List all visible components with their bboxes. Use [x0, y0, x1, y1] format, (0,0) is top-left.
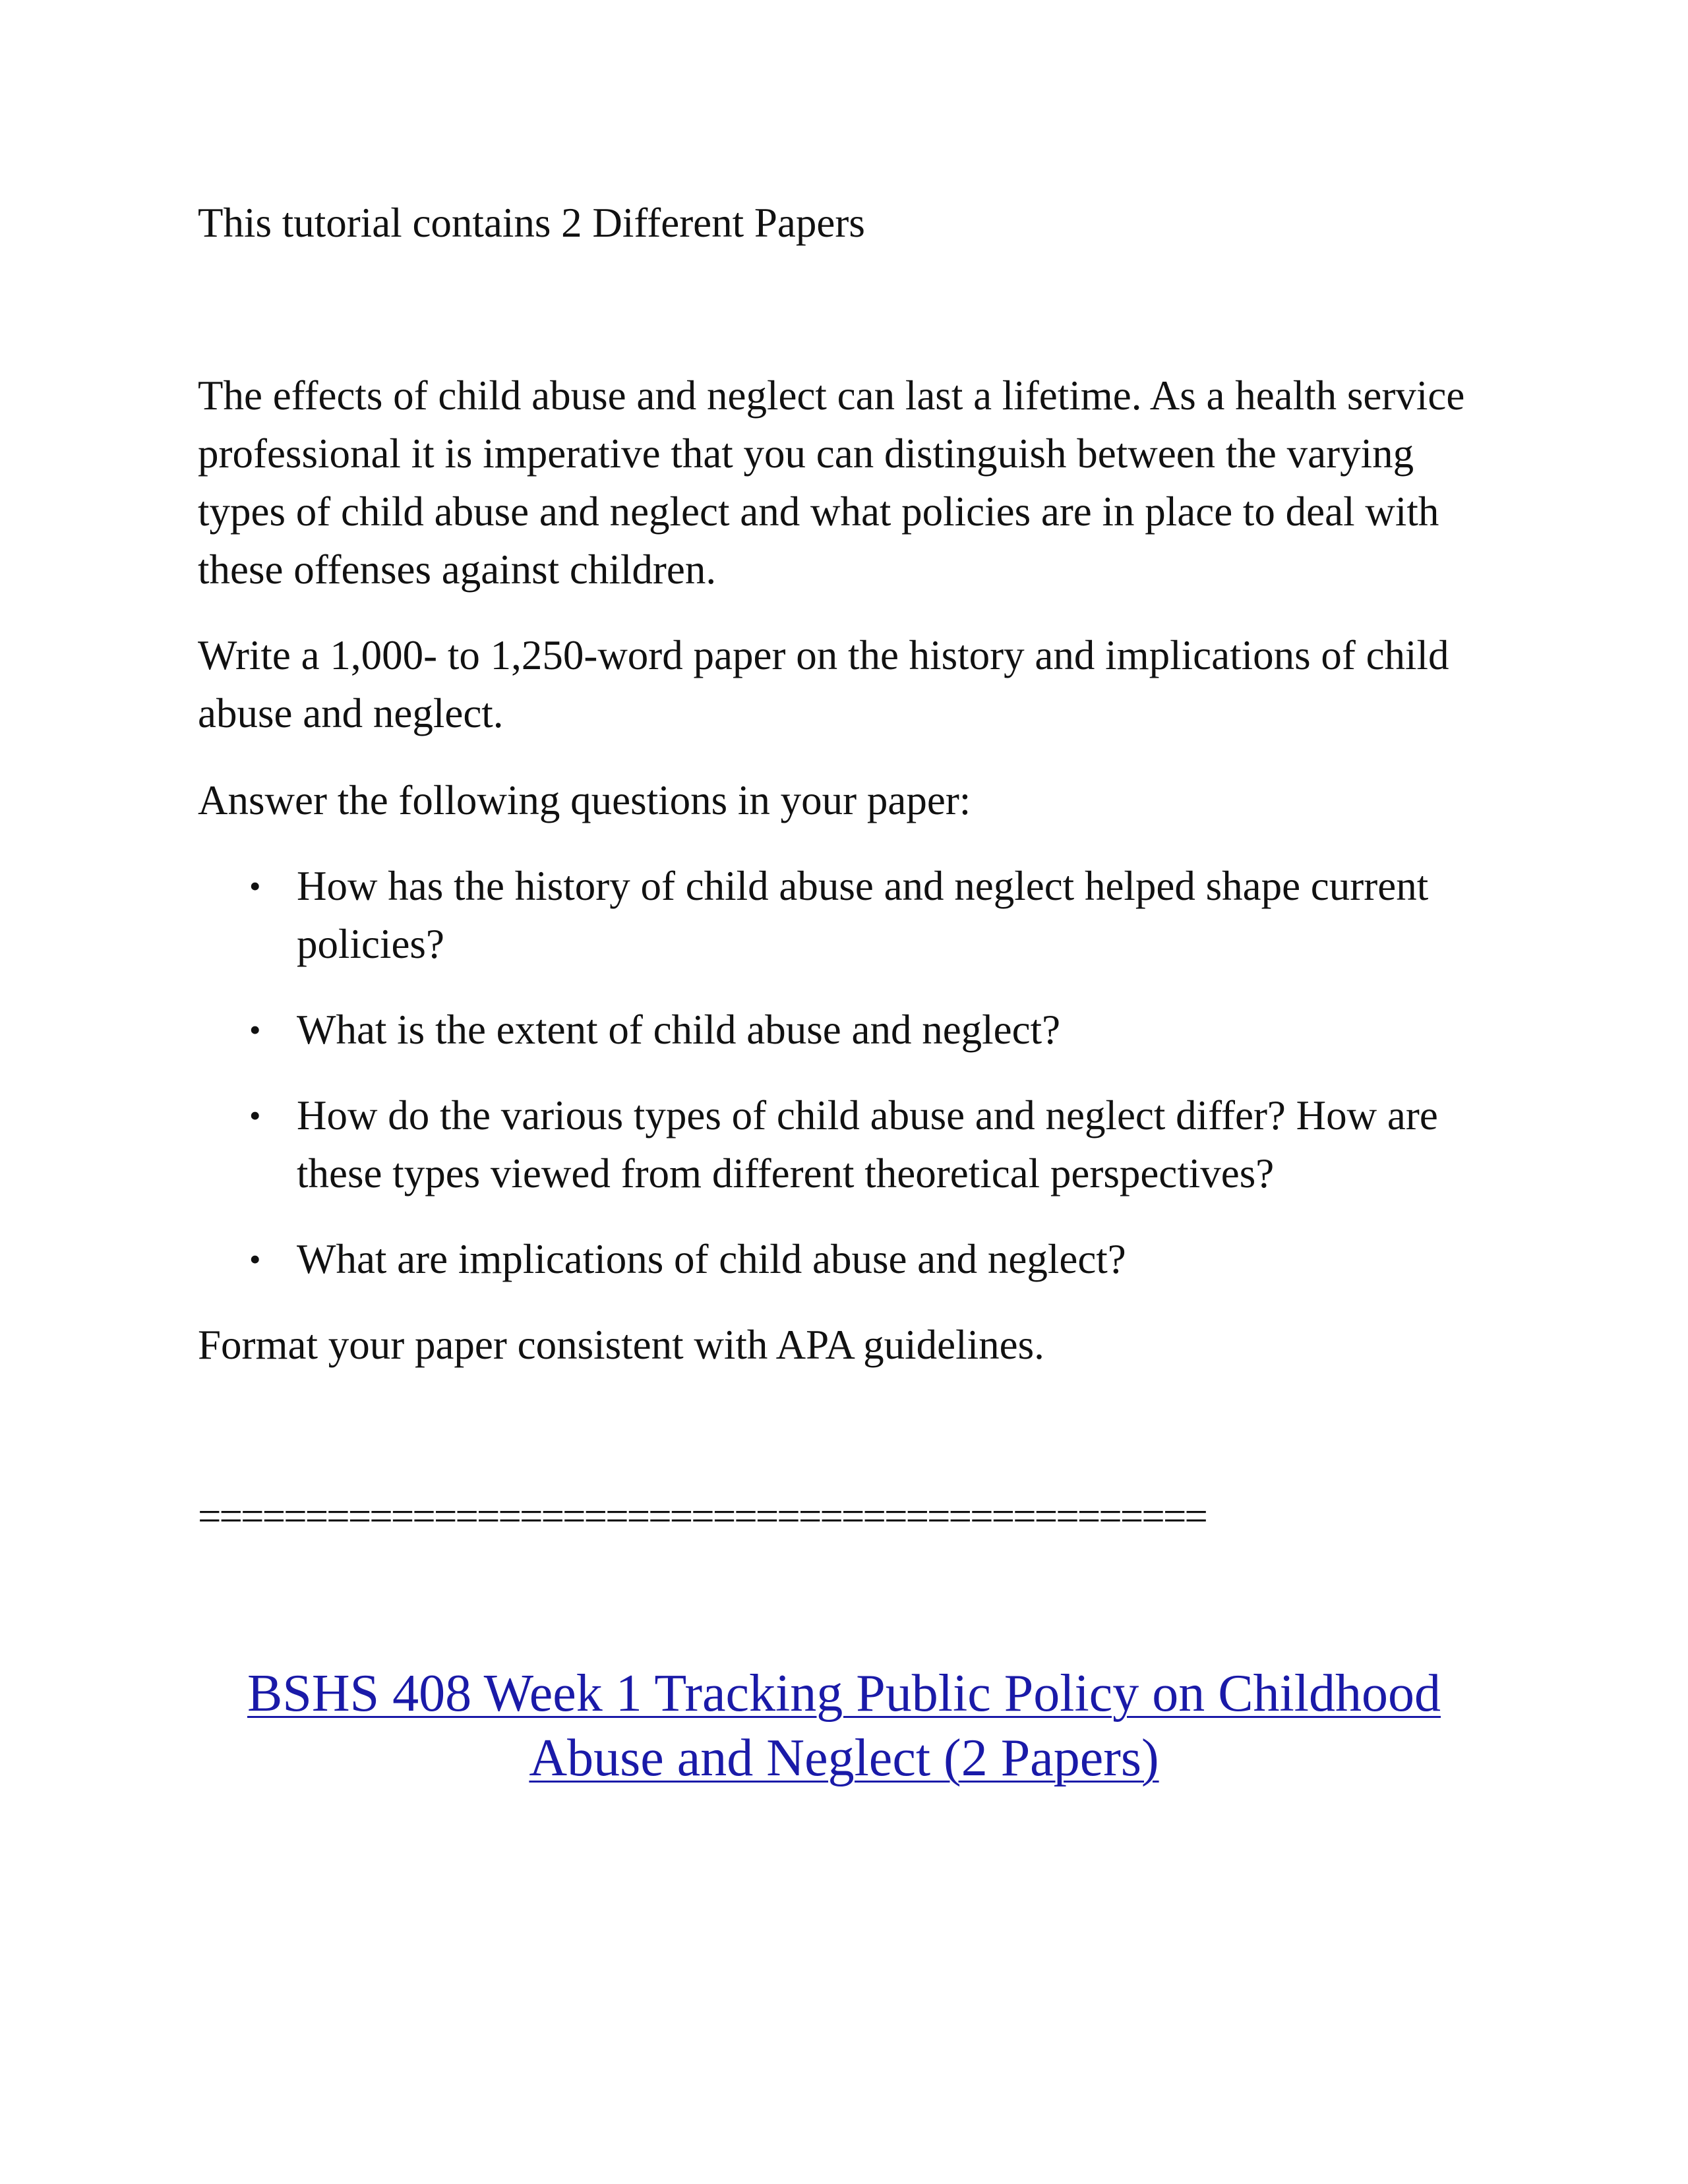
- paragraph-assignment: Write a 1,000- to 1,250-word paper on the history and implications of child abuse and neglect.: [198, 632, 1449, 736]
- closing-text: Format your paper consistent with APA guidelines.: [198, 1322, 1044, 1368]
- bullet-icon: •: [249, 1241, 261, 1278]
- course-link-line-1: BSHS 408 Week 1 Tracking Public Policy on Childhood: [247, 1665, 1441, 1723]
- bullet-icon: •: [249, 1011, 261, 1048]
- list-item: [198, 1001, 1470, 1059]
- questions-list: [198, 857, 1503, 1316]
- paragraph-effects: The effects of child abuse and neglect can last a lifetime. As a health service professional it is imperative that you can distinguish between the varying types of child abuse and neglect and what policies are in place to deal with these offenses against children.: [198, 372, 1465, 593]
- paragraph-questions-intro: Answer the following questions in your paper:: [198, 777, 971, 823]
- list-item-text: What is the extent of child abuse and neglect?: [297, 1007, 1061, 1053]
- divider-line: ===============================================: [198, 1493, 1206, 1539]
- list-item: [198, 1230, 1470, 1288]
- list-item-text: How do the various types of child abuse and neglect differ? How are these types viewed from different theoretical perspectives?: [297, 1092, 1438, 1196]
- list-item-text: What are implications of child abuse and neglect?: [297, 1236, 1126, 1282]
- list-item: [198, 1086, 1470, 1202]
- bullet-icon: •: [249, 1097, 261, 1134]
- course-link-title: [198, 1661, 1490, 1790]
- list-item: [198, 857, 1470, 973]
- course-link[interactable]: [247, 1665, 1441, 1787]
- course-link-line-2: Abuse and Neglect (2 Papers): [529, 1729, 1159, 1787]
- intro-text: This tutorial contains 2 Different Papers: [198, 200, 865, 246]
- list-item-text: How has the history of child abuse and neglect helped shape current policies?: [297, 863, 1429, 967]
- bullet-icon: •: [249, 868, 261, 904]
